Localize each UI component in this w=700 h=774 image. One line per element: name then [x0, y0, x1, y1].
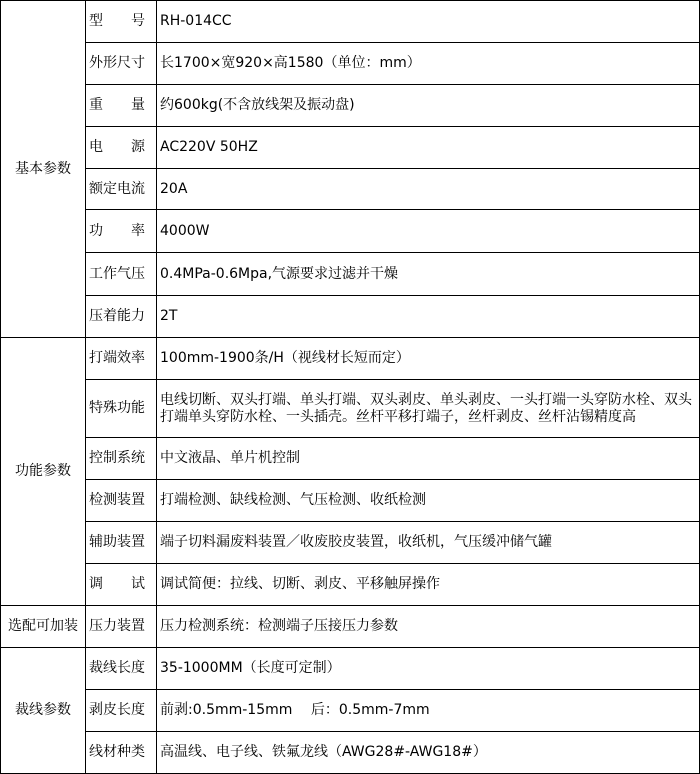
- label-rated-current: 额定电流: [86, 169, 157, 210]
- category-basic-params: 基本参数: [1, 1, 86, 338]
- label-weight: 重 量: [86, 85, 157, 127]
- table-row: [1, 338, 700, 380]
- category-function-params: 功能参数: [1, 338, 86, 606]
- table-row: [1, 564, 700, 606]
- value-dimensions: 长1700×宽920×高1580（单位：mm）: [157, 43, 700, 85]
- label-cut-length: 裁线长度: [86, 648, 157, 690]
- table-row: [1, 690, 700, 732]
- table-row: [1, 210, 700, 253]
- table-row: [1, 438, 700, 480]
- value-power-supply: AC220V 50HZ: [157, 127, 700, 169]
- table-row: [1, 480, 700, 522]
- value-efficiency: 100mm-1900条/H（视线材长短而定）: [157, 338, 700, 380]
- value-crimp-capacity: 2T: [157, 296, 700, 338]
- label-pressure-device: 压力装置: [86, 606, 157, 648]
- value-wire-type: 高温线、电子线、铁氟龙线（AWG28#-AWG18#）: [157, 732, 700, 774]
- table-row: [1, 522, 700, 564]
- table-row: [1, 253, 700, 296]
- label-efficiency: 打端效率: [86, 338, 157, 380]
- table-row: [1, 606, 700, 648]
- label-air-pressure: 工作气压: [86, 253, 157, 296]
- table-row: [1, 127, 700, 169]
- value-control-system: 中文液晶、单片机控制: [157, 438, 700, 480]
- table-row: [1, 1, 700, 43]
- label-wire-type: 线材种类: [86, 732, 157, 774]
- table-row: [1, 85, 700, 127]
- value-air-pressure: 0.4MPa-0.6Mpa,气源要求过滤并干燥: [157, 253, 700, 296]
- value-weight: 约600kg(不含放线架及振动盘): [157, 85, 700, 127]
- value-model: RH-014CC: [157, 1, 700, 43]
- value-auxiliary: 端子切料漏废料装置／收废胶皮装置，收纸机，气压缓冲储气罐: [157, 522, 700, 564]
- label-special-functions: 特殊功能: [86, 380, 157, 438]
- value-strip-length: 前剥:0.5mm-15mm 后：0.5mm-7mm: [157, 690, 700, 732]
- label-detection: 检测装置: [86, 480, 157, 522]
- label-debugging: 调 试: [86, 564, 157, 606]
- value-special-functions: 电线切断、双头打端、单头打端、双头剥皮、单头剥皮、一头打端一头穿防水栓、双头打端单头穿防水栓、一头插壳。丝杆平移打端子，丝杆剥皮、丝杆沾锡精度高: [157, 380, 700, 438]
- value-detection: 打端检测、缺线检测、气压检测、收纸检测: [157, 480, 700, 522]
- category-optional: 选配可加装: [1, 606, 86, 648]
- label-power-supply: 电 源: [86, 127, 157, 169]
- value-cut-length: 35-1000MM（长度可定制）: [157, 648, 700, 690]
- label-crimp-capacity: 压着能力: [86, 296, 157, 338]
- table-row: [1, 648, 700, 690]
- value-power: 4000W: [157, 210, 700, 253]
- value-pressure-device: 压力检测系统：检测端子压接压力参数: [157, 606, 700, 648]
- label-dimensions: 外形尺寸: [86, 43, 157, 85]
- table-row: [1, 169, 700, 210]
- label-control-system: 控制系统: [86, 438, 157, 480]
- label-power: 功 率: [86, 210, 157, 253]
- value-rated-current: 20A: [157, 169, 700, 210]
- category-cutting-params: 裁线参数: [1, 648, 86, 774]
- table-row: [1, 380, 700, 438]
- table-row: [1, 296, 700, 338]
- label-auxiliary: 辅助装置: [86, 522, 157, 564]
- value-debugging: 调试简便：拉线、切断、剥皮、平移触屏操作: [157, 564, 700, 606]
- label-strip-length: 剥皮长度: [86, 690, 157, 732]
- table-row: [1, 43, 700, 85]
- table-row: [1, 732, 700, 774]
- label-model: 型 号: [86, 1, 157, 43]
